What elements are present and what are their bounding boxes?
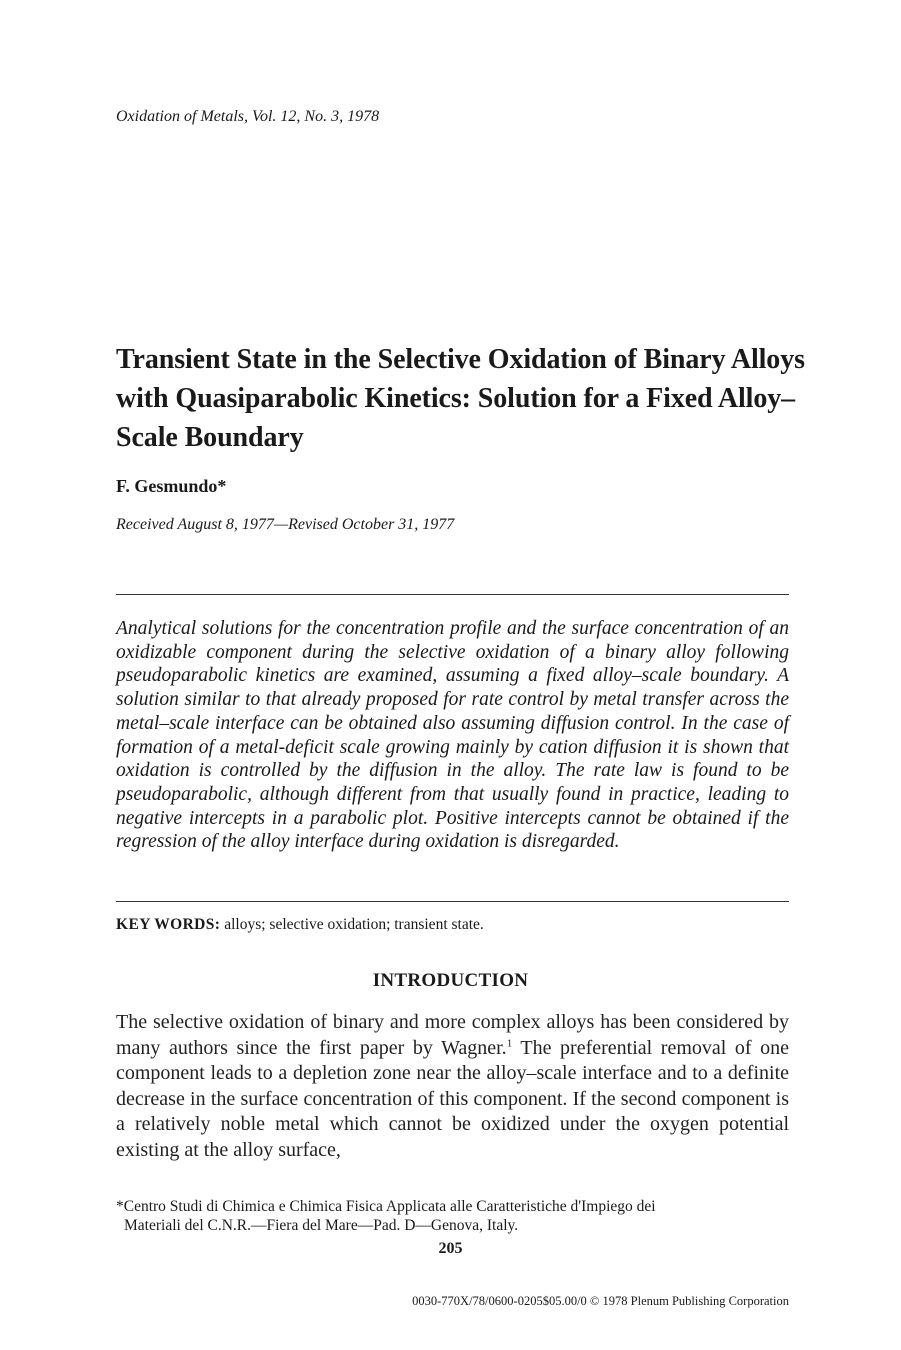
received-dates: Received August 8, 1977—Revised October 31, 1977 — [116, 516, 455, 533]
footnote-line-1: *Centro Studi di Chimica e Chimica Fisica Applicata alle Caratteristiche d'Impiego dei — [116, 1198, 656, 1215]
section-heading-introduction: INTRODUCTION — [372, 970, 529, 991]
author-name: F. Gesmundo* — [116, 476, 227, 496]
keywords-label: KEY WORDS: — [116, 916, 221, 933]
abstract-bottom-rule — [116, 901, 789, 902]
keywords-text: alloys; selective oxidation; transient state. — [220, 916, 484, 933]
journal-citation: Oxidation of Metals, Vol. 12, No. 3, 1978 — [116, 108, 380, 125]
reference-marker: 1 — [506, 1036, 513, 1049]
copyright-line: 0030-770X/78/0600-0205$05.00/0 © 1978 Plenum Publishing Corporation — [412, 1294, 789, 1308]
introduction-text-part2: The preferential removal of one component leads to a depletion zone near the alloy–scale interface and to a definite decrease in the surface concentration of this component. If the second component is a relatively noble metal which cannot be oxidized under the oxygen potential existing at the alloy surface, — [116, 1036, 789, 1161]
footnote — [116, 1197, 789, 1235]
page-number: 205 — [438, 1240, 463, 1257]
introduction-text-part1: The selective oxidation of binary and more complex alloys has been considered by many authors since the first paper by Wagner. — [116, 1011, 789, 1059]
keywords-line — [116, 916, 484, 934]
article-title: Transient State in the Selective Oxidation of Binary Alloys with Quasiparabolic Kinetics: Solution for a Fixed Alloy–Scale Boundary — [116, 344, 805, 453]
abstract-top-rule — [116, 594, 789, 595]
introduction-paragraph — [116, 1010, 789, 1163]
abstract: Analytical solutions for the concentration profile and the surface concentration of an oxidizable component during the selective oxidation of a binary alloy following pseudoparabolic kinetics are examined, assuming a fixed alloy–scale boundary. A solution similar to that already proposed for rate control by metal transfer across the metal–scale interface can be obtained also assuming diffusion control. In the case of formation of a metal-deficit scale growing mainly by cation diffusion it is shown that oxidation is controlled by the diffusion in the alloy. The rate law is found to be pseudoparabolic, although different from that usually found in practice, leading to negative intercepts in a parabolic plot. Positive intercepts cannot be obtained if the regression of the alloy interface during oxidation is disregarded. — [116, 618, 789, 853]
footnote-line-2: Materiali del C.N.R.—Fiera del Mare—Pad. D—Genova, Italy. — [124, 1217, 519, 1234]
